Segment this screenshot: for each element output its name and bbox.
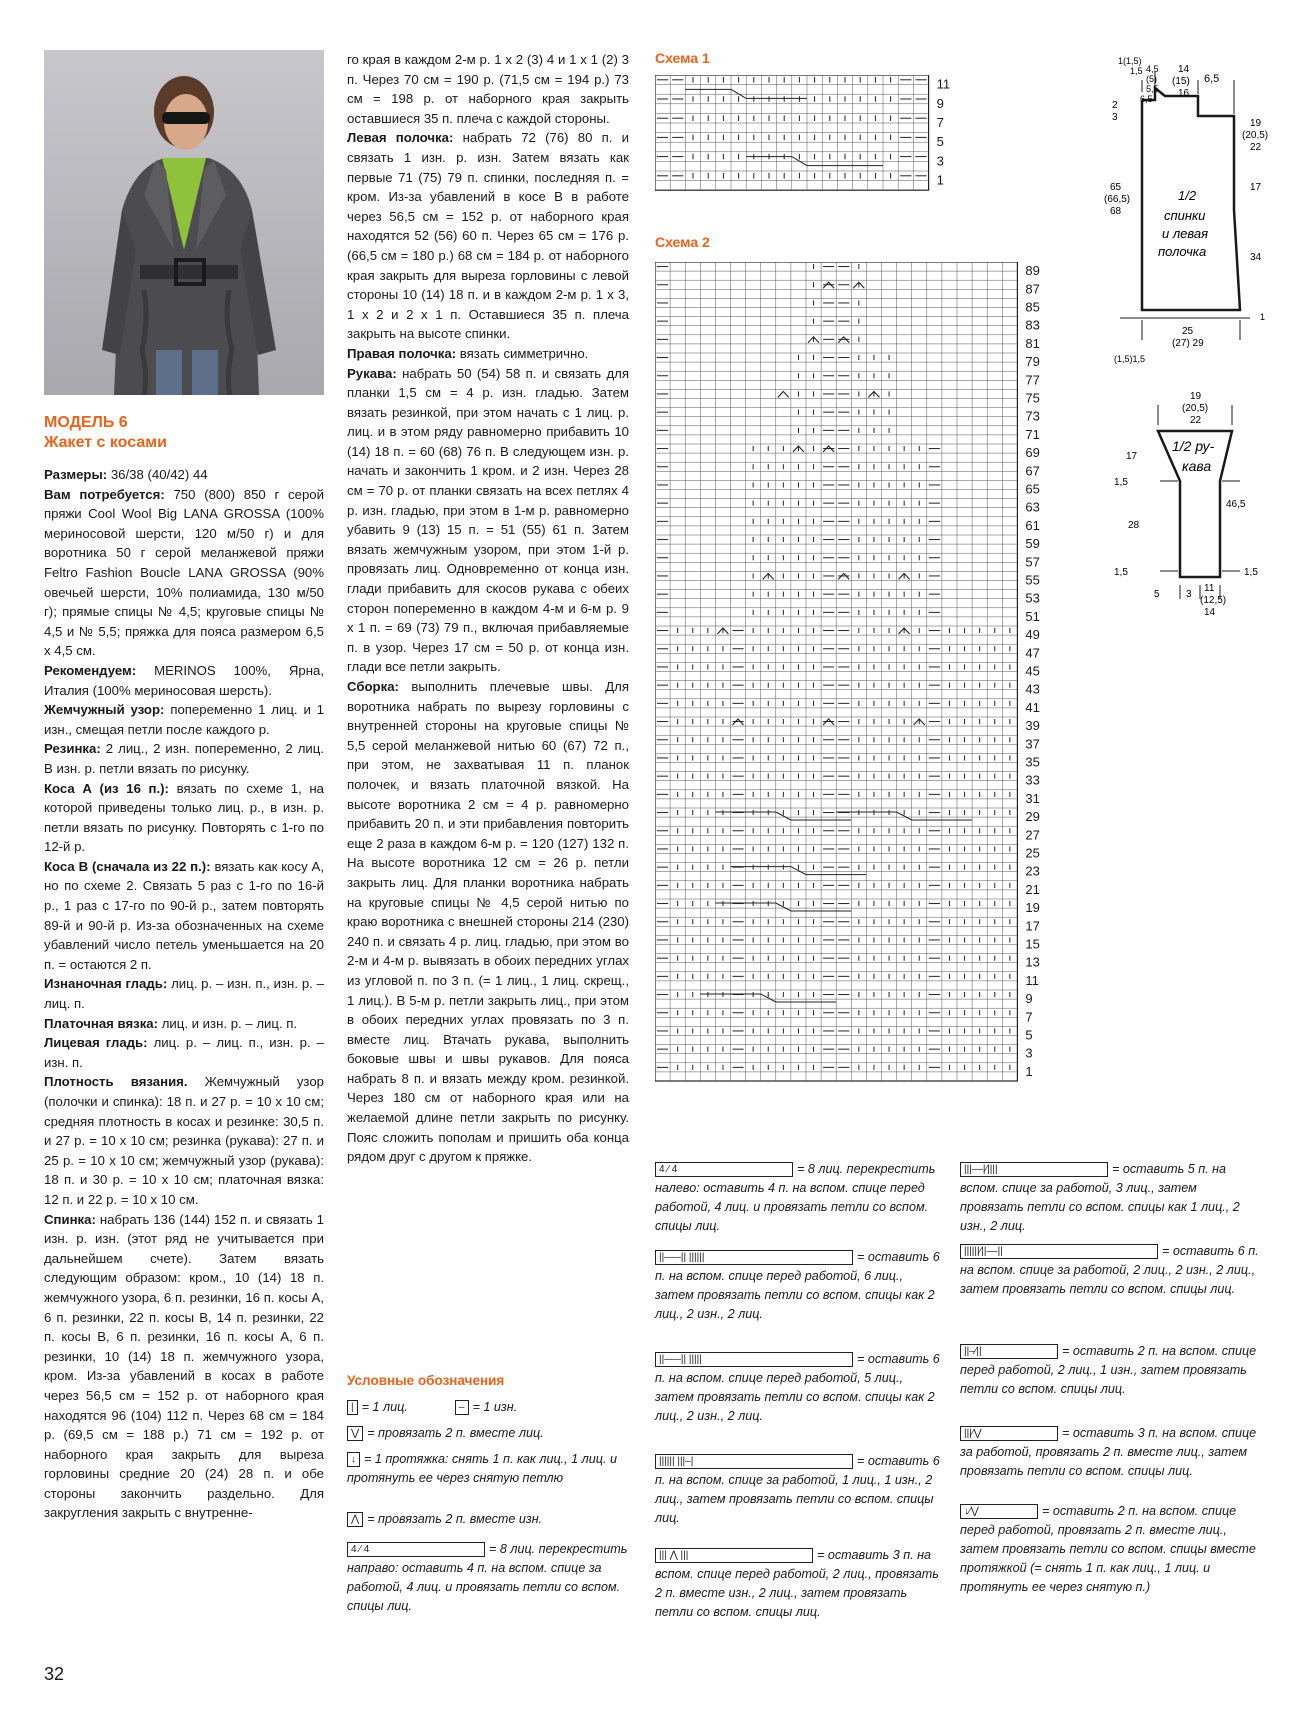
back-dim-top-5: 5,5 bbox=[1146, 84, 1159, 94]
back-continued-paragraph: го края в каждом 2-м р. 1 х 2 (3) 4 и 1 х 1 (2) 3 п. Через 70 см = 190 р. (71,5 см = 194 р.) 73 см = 198 р. от наборного края закрыть оставшиеся 35 п. плеча с каждой стороны. bbox=[347, 52, 629, 126]
legend-c6c bbox=[655, 1452, 940, 1528]
row-number-label: 39 bbox=[1025, 718, 1040, 734]
cable-a-label: Коса А (из 16 п.): bbox=[44, 780, 169, 796]
sleeves-paragraph bbox=[347, 364, 629, 678]
sleeve-dim-bottom-4: (12,5) bbox=[1200, 595, 1227, 606]
cable-b-text: вязать как косу А, но по схеме 2. Связать 5 раз с 1-го по 16-й р., 1 раз с 17-го по 90-й р., затем повторять 89-й и 90-й р. Из-за обозначенных на схеме убавлений число петель уменьшается на 20 п. = остаются 2 п. bbox=[44, 858, 324, 972]
gauge-text: Жемчужный узор (полочки и спинка): 18 п. и 27 р. = 10 х 10 см; средняя плотность в косах и резинке: 30,5 п. и 27 р. = 10 х 10 см; резинка (рукава): 27 п. и 25 р. = 10 х 10 см; жемчужный узор (рукава): 18 п. и 30 р. = 10 х 10 см; платочная вязка: 12 п. и 22 р. = 10 х 10 см. bbox=[44, 1074, 324, 1207]
row-number-label: 13 bbox=[1025, 954, 1040, 970]
row-number-label: 81 bbox=[1025, 335, 1040, 351]
row-number-label: 31 bbox=[1025, 790, 1040, 806]
row-number-label: 43 bbox=[1025, 681, 1040, 697]
sleeve-dim-bottom-5: 14 bbox=[1204, 607, 1216, 618]
sleeve-dim-bottom-3: 11 bbox=[1204, 583, 1215, 594]
row-number-label: 21 bbox=[1025, 881, 1040, 897]
back-dim-bottom-3: (1,5)1,5 bbox=[1114, 354, 1146, 364]
cable-6c-symbol-icon: |||||| |||–| bbox=[655, 1454, 853, 1469]
back-label-2: спинки bbox=[1164, 208, 1206, 223]
legend-c6d-text: = оставить 6 п. на вспом. спице за работой, 2 лиц., 2 изн., 2 лиц., затем провязать петли со вспом. спицы лиц. bbox=[960, 1244, 1259, 1296]
chart-grid bbox=[655, 262, 1017, 1081]
legend-c6a-text: = оставить 6 п. на вспом. спице перед работой, 6 лиц., затем провязать петли со вспом. спицы как 2 лиц., 2 изн., 2 лиц. bbox=[655, 1250, 940, 1321]
back-paragraph bbox=[44, 1210, 324, 1524]
back-text: набрать 136 (144) 152 п. и связать 1 изн. р. изн. (этот ряд не учитывается при дальнейшем счете). Затем вязать следующим образом: кром., 10 (14) 18 п. жемчужного узора, 6 п. резинки, 16 п. косы А, 6 п. резинки, 22 п. косы В, 14 п. резинки, 22 п. косы В, 6 п. резинки, 16 п. косы А, 6 п. резинки, 10 (14) 18 п. жемчужного узора, кром. Из-за убавлений в косах в работе через 56,5 см = 152 р. от наборного края находятся 96 (104) 112 п. Через 68 см = 184 р. (69,5 см = 188 р.) 71 см = 192 р. от наборного края закрыть для выреза горловины средние 20 (24) 28 п. и обе стороны закончить раздельно. Для закругления закрыть с внутренне- bbox=[44, 1211, 324, 1521]
legend-cross-left-text: = 8 лиц. перекрестить налево: оставить 4 п. на вспом. спице перед работой, 4 лиц. и провязать петли со вспом. спицы лиц. bbox=[655, 1162, 936, 1233]
legend-knit-text: = 1 лиц. bbox=[361, 1400, 408, 1414]
materials-paragraph bbox=[44, 485, 324, 661]
back-label-1: 1/2 bbox=[1178, 188, 1197, 203]
schema-2-title: Схема 2 bbox=[655, 234, 710, 250]
legend-c3-text: = оставить 3 п. на вспом. спице перед работой, 2 лиц., провязать 2 п. вместе изн., 2 лиц., затем провязать петли со вспом. спицы лиц. bbox=[655, 1548, 939, 1619]
materials-text: 750 (800) 850 г серой пряжи Cool Wool Big LANA GROSSA (100% мериносовой шерсти, 120 м/50 г) и для воротника 50 г серой меланжевой пряжи Feltro Fashion Boucle LANA GROSSA (90% овечьей шерсти, 10% полиамида, 130 м/50 г); прямые спицы № 4,5; круговые спицы № 4,5 и № 5,5; пряжка для пояса размером 6,5 х 4,5 см. bbox=[44, 486, 324, 659]
model-photo-illustration bbox=[44, 50, 324, 395]
chart-grid bbox=[655, 75, 929, 190]
sleeve-dim-right-2: 1,5 bbox=[1244, 567, 1258, 578]
model-number: МОДЕЛЬ 6 bbox=[44, 414, 128, 431]
legend-c3 bbox=[655, 1546, 940, 1622]
back-dim-top-6: 6,5 bbox=[1140, 94, 1153, 104]
back-dim-top-3: 4,5 bbox=[1146, 64, 1159, 74]
model-title bbox=[44, 413, 324, 453]
left-front-text: набрать 72 (76) 80 п. и связать 1 изн. р. изн. Затем вязать как первые 71 (75) 79 п. спинки, последняя п. = кром. Из-за убавлений в косе В в работе через 56,5 см = 152 р. от наборного края находятся 52 (56) 60 п. Через 65 см = 176 р. (66,5 см = 180 р.) 68 см = 184 р. от наборного края закрыть для выреза горловины с левой стороны 10 (14) 18 п. и в каждом 2-м р. 1 х 3, 1 х 2 и 2 х 1 п. Оставшиеся 35 п. плеча закрыть на высоте спинки. bbox=[347, 130, 629, 342]
row-number-label: 9 bbox=[1025, 991, 1033, 1007]
legend-c6b-text: = оставить 6 п. на вспом. спице перед работой, 5 лиц., затем провязать петли со вспом. спицы как 2 лиц., 2 изн., 2 лиц. bbox=[655, 1352, 940, 1423]
gauge-paragraph bbox=[44, 1072, 324, 1209]
schema-1-title: Схема 1 bbox=[655, 50, 710, 66]
legend-c2 bbox=[960, 1342, 1260, 1399]
legend-title: Условные обозначения bbox=[347, 1373, 505, 1388]
materials-label: Вам потребуется: bbox=[44, 486, 165, 502]
recommend-text: MERINOS 100%, Ярна, Италия (100% мериносовая шерсть). bbox=[44, 662, 324, 698]
sizes-text: 36/38 (40/42) 44 bbox=[110, 467, 208, 482]
row-number-label: 37 bbox=[1025, 736, 1040, 752]
stockinette-paragraph bbox=[44, 1033, 324, 1072]
legend-c6c-text: = оставить 6 п. на вспом. спице за работой, 1 лиц., 1 изн., 2 лиц., затем провязать петли со вспом. спицы лиц. bbox=[655, 1454, 940, 1525]
pull-symbol-icon: ↓ bbox=[347, 1452, 360, 1467]
row-number-label: 89 bbox=[1025, 263, 1040, 279]
sleeve-dim-bottom-1: 5 bbox=[1154, 589, 1160, 600]
garter-label: Платочная вязка: bbox=[44, 1015, 159, 1031]
model-name: Жакет с косами bbox=[44, 434, 167, 451]
row-number-label: 71 bbox=[1025, 426, 1040, 442]
sizes-label: Размеры: bbox=[44, 467, 108, 482]
legend-c6d bbox=[960, 1242, 1260, 1299]
gauge-label: Плотность вязания. bbox=[44, 1074, 188, 1090]
back-dim-left-h3: 68 bbox=[1110, 206, 1122, 217]
legend-purl bbox=[455, 1398, 605, 1417]
assembly-label: Сборка: bbox=[347, 679, 399, 694]
row-number-label: 33 bbox=[1025, 772, 1040, 788]
back-label-4: полочка bbox=[1158, 244, 1207, 259]
row-number-label: 9 bbox=[936, 95, 944, 111]
legend-cross-right-text: = 8 лиц. перекрестить направо: оставить 4 п. на вспом. спице за работой, 4 лиц. и провязать петли со вспом. спицы лиц. bbox=[347, 1542, 628, 1613]
legend-p2tog bbox=[347, 1510, 637, 1529]
pearl-label: Жемчужный узор: bbox=[44, 702, 165, 718]
cable-3-symbol-icon: ||| ⋀ ||| bbox=[655, 1548, 813, 1563]
garter-text: лиц. и изн. р. – лиц. п. bbox=[161, 1015, 298, 1031]
back-dim-top-8: (15) bbox=[1172, 76, 1190, 87]
legend-pull-text: = 1 протяжка: снять 1 п. как лиц., 1 лиц. и протянуть ее через снятую петлю bbox=[347, 1452, 617, 1485]
back-dim-top-10: 6,5 bbox=[1204, 73, 1220, 85]
left-front-label: Левая полочка: bbox=[347, 130, 454, 146]
sleeve-schematic bbox=[1100, 385, 1290, 625]
cable-a-paragraph bbox=[44, 779, 324, 857]
cable-5-symbol-icon: |||––|⁄|||| bbox=[960, 1162, 1108, 1177]
sleeve-dim-left-2: 1,5 bbox=[1114, 477, 1128, 488]
back-dim-left-h2: (66,5) bbox=[1104, 194, 1131, 205]
assembly-text: выполнить плечевые швы. Для воротника набрать по вырезу горловины с внутренней стороны на круговые спицы № 5,5 серой меланжевой нитью 60 (67) 72 п., при этом, не захватывая 11 п. планок полочек, и вязать платочной вязкой. На высоте воротника 2 см = 4 р. равномерно прибавить 20 п. и эти прибавления повторить еще 2 раза в каждом 6-м р. = 120 (127) 132 п. На высоте воротника 12 см = 26 р. петли закрыть лиц. Для планки воротника набрать на круговые спицы № 4,5 серой нитью по краю воротника с внешней стороны 214 (230) 240 п. и связать 4 р. лиц. гладью, при этом во 2-м и 4-м р. вывязать в обоих передних углах из угловой п. по 3 п. (= 1 лиц., 1 лиц. скрещ., 1 лиц.). В 5-м р. петли закрыть лиц., при этом в обоих передних углах провязать по 3 п. вместе лиц. Втачать рукава, выполнить боковые швы и швы рукавов. Для пояса набрать 8 п. и вязать между кром. резинкой. Через 180 см от наборного края или на желаемой длине петли закрыть по рисунку. Пояс сложить пополам и пришить оба конца рядом друг с другом к пряжке. bbox=[347, 679, 629, 1165]
rib-text: 2 лиц., 2 изн. попеременно, 2 лиц. В изн. р. петли вязать по рисунку. bbox=[44, 741, 324, 776]
row-number-label: 79 bbox=[1025, 354, 1040, 370]
back-dim-right-5: 34 bbox=[1250, 252, 1262, 263]
cross-right-symbol-icon: 4 ⁄ 4 bbox=[347, 1542, 485, 1557]
back-dim-left-1: 2 bbox=[1112, 100, 1118, 111]
sleeve-dim-right-1: 46,5 bbox=[1226, 499, 1246, 510]
row-number-label: 63 bbox=[1025, 499, 1040, 515]
right-front-paragraph bbox=[347, 344, 629, 364]
pearl-paragraph bbox=[44, 700, 324, 739]
row-number-label: 1 bbox=[1025, 1063, 1033, 1079]
sleeves-text: набрать 50 (54) 58 п. и связать для планки 1,5 см = 4 р. изн. гладью. Затем вязать резинкой, при этом начать с 1 лиц. р. лиц. и в этом ряду равномерно прибавить 10 (14) 18 п. = 60 (68) 76 п. В следующем изн. р. начать и закончить 1 кром. и 2 изн. Через 28 см = 70 р. от планки связать на всех петлях 4 р. изн. гладью, при этом в 1-м р. равномерно убавить 9 (13) 15 п. = 51 (55) 61 п. Затем вязать жемчужным узором, при этом 1-й р. провязать лиц. Одновременно от конца изн. глади прибавить для скосов рукава с обеих сторон попеременно в каждом 4-м и 6-м р. 9 х 1 п. = 69 (73) 79 п., включая прибавляемые п. в узор. Через 17 см = 50 р. от конца изн. глади все петли закрыть. bbox=[347, 365, 629, 675]
back-dim-left-2: 3 bbox=[1112, 112, 1118, 123]
purl-symbol-icon: – bbox=[455, 1400, 469, 1415]
stockinette-text: лиц. р. – лиц. п., изн. р. – изн. п. bbox=[44, 1035, 324, 1070]
k2tog-symbol-icon: ⋁ bbox=[347, 1426, 363, 1441]
legend-c6a bbox=[655, 1248, 940, 1324]
page-number: 32 bbox=[44, 1664, 65, 1684]
row-number-label: 67 bbox=[1025, 463, 1040, 479]
back-dimension-lines bbox=[1120, 72, 1250, 340]
rib-paragraph bbox=[44, 739, 324, 778]
back-dim-top-4: (5) bbox=[1146, 74, 1157, 84]
back-dim-top-7: 14 bbox=[1178, 64, 1190, 75]
row-number-label: 83 bbox=[1025, 317, 1040, 333]
row-number-label: 27 bbox=[1025, 827, 1040, 843]
recommend-paragraph bbox=[44, 661, 324, 700]
back-dim-right-4: 17 bbox=[1250, 182, 1262, 193]
right-front-text: вязать симметрично. bbox=[459, 345, 589, 361]
cable-2b-symbol-icon: ↓⁄⋁ bbox=[960, 1504, 1038, 1519]
legend-cross-left bbox=[655, 1160, 940, 1236]
row-number-label: 61 bbox=[1025, 517, 1040, 533]
row-number-label: 45 bbox=[1025, 663, 1040, 679]
legend-c3b bbox=[960, 1424, 1260, 1481]
back-dim-top-2: 1,5 bbox=[1130, 66, 1143, 76]
reverse-stockinette-label: Изнаночная гладь: bbox=[44, 976, 168, 992]
text-column-1 bbox=[44, 465, 324, 1523]
sleeve-dim-top-3: 22 bbox=[1190, 415, 1202, 426]
row-number-label: 23 bbox=[1025, 863, 1040, 879]
back-dim-bottom-1: 25 bbox=[1182, 326, 1194, 337]
rib-label: Резинка: bbox=[44, 741, 101, 757]
sizes-paragraph bbox=[44, 465, 324, 485]
row-number-label: 49 bbox=[1025, 627, 1040, 643]
row-number-label: 5 bbox=[1025, 1027, 1033, 1043]
cable-3b-symbol-icon: |||⁄⋁ bbox=[960, 1426, 1058, 1441]
back-schematic bbox=[1100, 50, 1290, 370]
sleeve-label-2: кава bbox=[1182, 458, 1212, 474]
sleeves-label: Рукава: bbox=[347, 365, 397, 381]
row-number-label: 55 bbox=[1025, 572, 1040, 588]
row-number-label: 87 bbox=[1025, 281, 1040, 297]
legend-p2tog-text: = провязать 2 п. вместе изн. bbox=[367, 1512, 543, 1526]
legend-c5 bbox=[960, 1160, 1260, 1236]
cross-left-symbol-icon: 4 ⁄ 4 bbox=[655, 1162, 793, 1177]
sleeve-dim-left-3: 28 bbox=[1128, 520, 1140, 531]
row-number-label: 85 bbox=[1025, 299, 1040, 315]
row-number-label: 11 bbox=[936, 76, 951, 92]
row-number-label: 29 bbox=[1025, 809, 1040, 825]
p2tog-symbol-icon: ⋀ bbox=[347, 1512, 363, 1527]
row-number-label: 25 bbox=[1025, 845, 1040, 861]
text-column-2 bbox=[347, 50, 629, 1167]
legend-c2b bbox=[960, 1502, 1260, 1597]
cable-b-paragraph bbox=[44, 857, 324, 975]
cable-2-symbol-icon: ||–⁄|| bbox=[960, 1344, 1058, 1359]
sleeve-label-1: 1/2 ру- bbox=[1172, 438, 1215, 454]
sleeve-dim-left-4: 1,5 bbox=[1114, 567, 1128, 578]
row-number-label: 1 bbox=[936, 172, 944, 188]
legend-c2b-text: = оставить 2 п. на вспом. спице перед работой, провязать 2 п. вместе лиц., затем провязать петли со вспом. спицы вместе протяжкой (= снять 1 п. как лиц., 1 лиц. и протянуть ее через снятую п.) bbox=[960, 1504, 1256, 1594]
row-number-label: 75 bbox=[1025, 390, 1040, 406]
back-dim-right-3: 22 bbox=[1250, 142, 1262, 153]
pearl-text: попеременно 1 лиц. и 1 изн., смещая петли после каждого р. bbox=[44, 702, 325, 737]
reverse-stockinette-text: лиц. р. – изн. п., изн. р. – лиц. п. bbox=[44, 976, 324, 1012]
row-number-label: 35 bbox=[1025, 754, 1040, 770]
left-front-paragraph bbox=[347, 128, 629, 344]
row-number-label: 41 bbox=[1025, 699, 1040, 715]
row-number-label: 19 bbox=[1025, 900, 1040, 916]
row-number-label: 17 bbox=[1025, 918, 1040, 934]
reverse-stockinette-paragraph bbox=[44, 974, 324, 1013]
legend-c6b bbox=[655, 1350, 940, 1426]
row-number-label: 5 bbox=[936, 134, 944, 150]
back-label: Спинка: bbox=[44, 1211, 96, 1227]
assembly-paragraph bbox=[347, 677, 629, 1167]
row-number-label: 47 bbox=[1025, 645, 1040, 661]
legend-k2tog bbox=[347, 1424, 637, 1443]
row-number-label: 15 bbox=[1025, 936, 1040, 952]
sleeve-dim-top-1: 19 bbox=[1190, 391, 1202, 402]
model-photo bbox=[44, 50, 324, 395]
sleeve-dim-bottom-2: 3 bbox=[1186, 589, 1192, 600]
row-number-label: 65 bbox=[1025, 481, 1040, 497]
row-number-label: 7 bbox=[936, 115, 944, 130]
back-dim-left-h1: 65 bbox=[1110, 182, 1122, 193]
row-number-label: 59 bbox=[1025, 536, 1040, 552]
row-number-label: 51 bbox=[1025, 608, 1040, 624]
recommend-label: Рекомендуем: bbox=[44, 662, 137, 678]
stockinette-label: Лицевая гладь: bbox=[44, 1035, 148, 1051]
legend-c5-text: = оставить 5 п. на вспом. спице за работой, 3 лиц., затем провязать петли со вспом. спицы как 1 лиц., 2 изн., 2 лиц. bbox=[960, 1162, 1240, 1233]
row-number-label: 3 bbox=[1025, 1045, 1033, 1061]
cable-6d-symbol-icon: ||||||⁄||––|| bbox=[960, 1244, 1158, 1259]
row-number-label: 77 bbox=[1025, 372, 1040, 388]
back-dim-bottom-2: (27) 29 bbox=[1172, 338, 1204, 349]
legend-pull bbox=[347, 1450, 637, 1488]
legend-c3b-text: = оставить 3 п. на вспом. спице за работой, провязать 2 п. вместе лиц., затем провязать петли со вспом. спицы лиц. bbox=[960, 1426, 1257, 1478]
back-dim-right-2: (20,5) bbox=[1242, 130, 1269, 141]
row-number-label: 7 bbox=[1025, 1009, 1033, 1025]
row-number-label: 3 bbox=[936, 153, 944, 169]
row-number-label: 11 bbox=[1025, 972, 1039, 988]
legend-c2-text: = оставить 2 п. на вспом. спице перед работой, 2 лиц., 1 изн., затем провязать петли со вспом. спицы лиц. bbox=[960, 1344, 1257, 1396]
sleeve-dim-top-2: (20,5) bbox=[1182, 403, 1209, 414]
back-dim-top-1: 1(1,5) bbox=[1118, 56, 1142, 66]
cable-b-label: Коса В (сначала из 22 п.): bbox=[44, 858, 211, 874]
legend-k2tog-text: = провязать 2 п. вместе лиц. bbox=[367, 1426, 544, 1440]
cable-6a-symbol-icon: ||–––|| |||||| bbox=[655, 1250, 853, 1265]
legend-purl-text: = 1 изн. bbox=[472, 1400, 518, 1414]
schema-1-chart bbox=[655, 75, 965, 195]
row-number-label: 69 bbox=[1025, 445, 1040, 461]
row-number-label: 53 bbox=[1025, 590, 1040, 606]
sleeve-dim-left-1: 17 bbox=[1126, 451, 1138, 462]
knit-symbol-icon: | bbox=[347, 1400, 358, 1415]
schema-2-chart bbox=[655, 262, 1095, 1107]
row-number-label: 73 bbox=[1025, 408, 1040, 424]
right-front-label: Правая полочка: bbox=[347, 345, 457, 361]
garter-paragraph bbox=[44, 1014, 324, 1034]
cable-a-text: вязать по схеме 1, на которой приведены только лиц. р., в изн. р. петли вязать по рисунку. Повторять с 1-го по 12-й р. bbox=[44, 780, 324, 855]
back-dim-bottom-4: 1 bbox=[1260, 312, 1266, 322]
row-number-label: 57 bbox=[1025, 554, 1040, 570]
cable-6b-symbol-icon: ||–––|| ||||| bbox=[655, 1352, 853, 1367]
back-dim-right-1: 19 bbox=[1250, 118, 1262, 129]
back-dim-top-9: 16 bbox=[1178, 88, 1190, 99]
legend-cross-right bbox=[347, 1540, 637, 1616]
back-label-3: и левая bbox=[1162, 226, 1209, 241]
